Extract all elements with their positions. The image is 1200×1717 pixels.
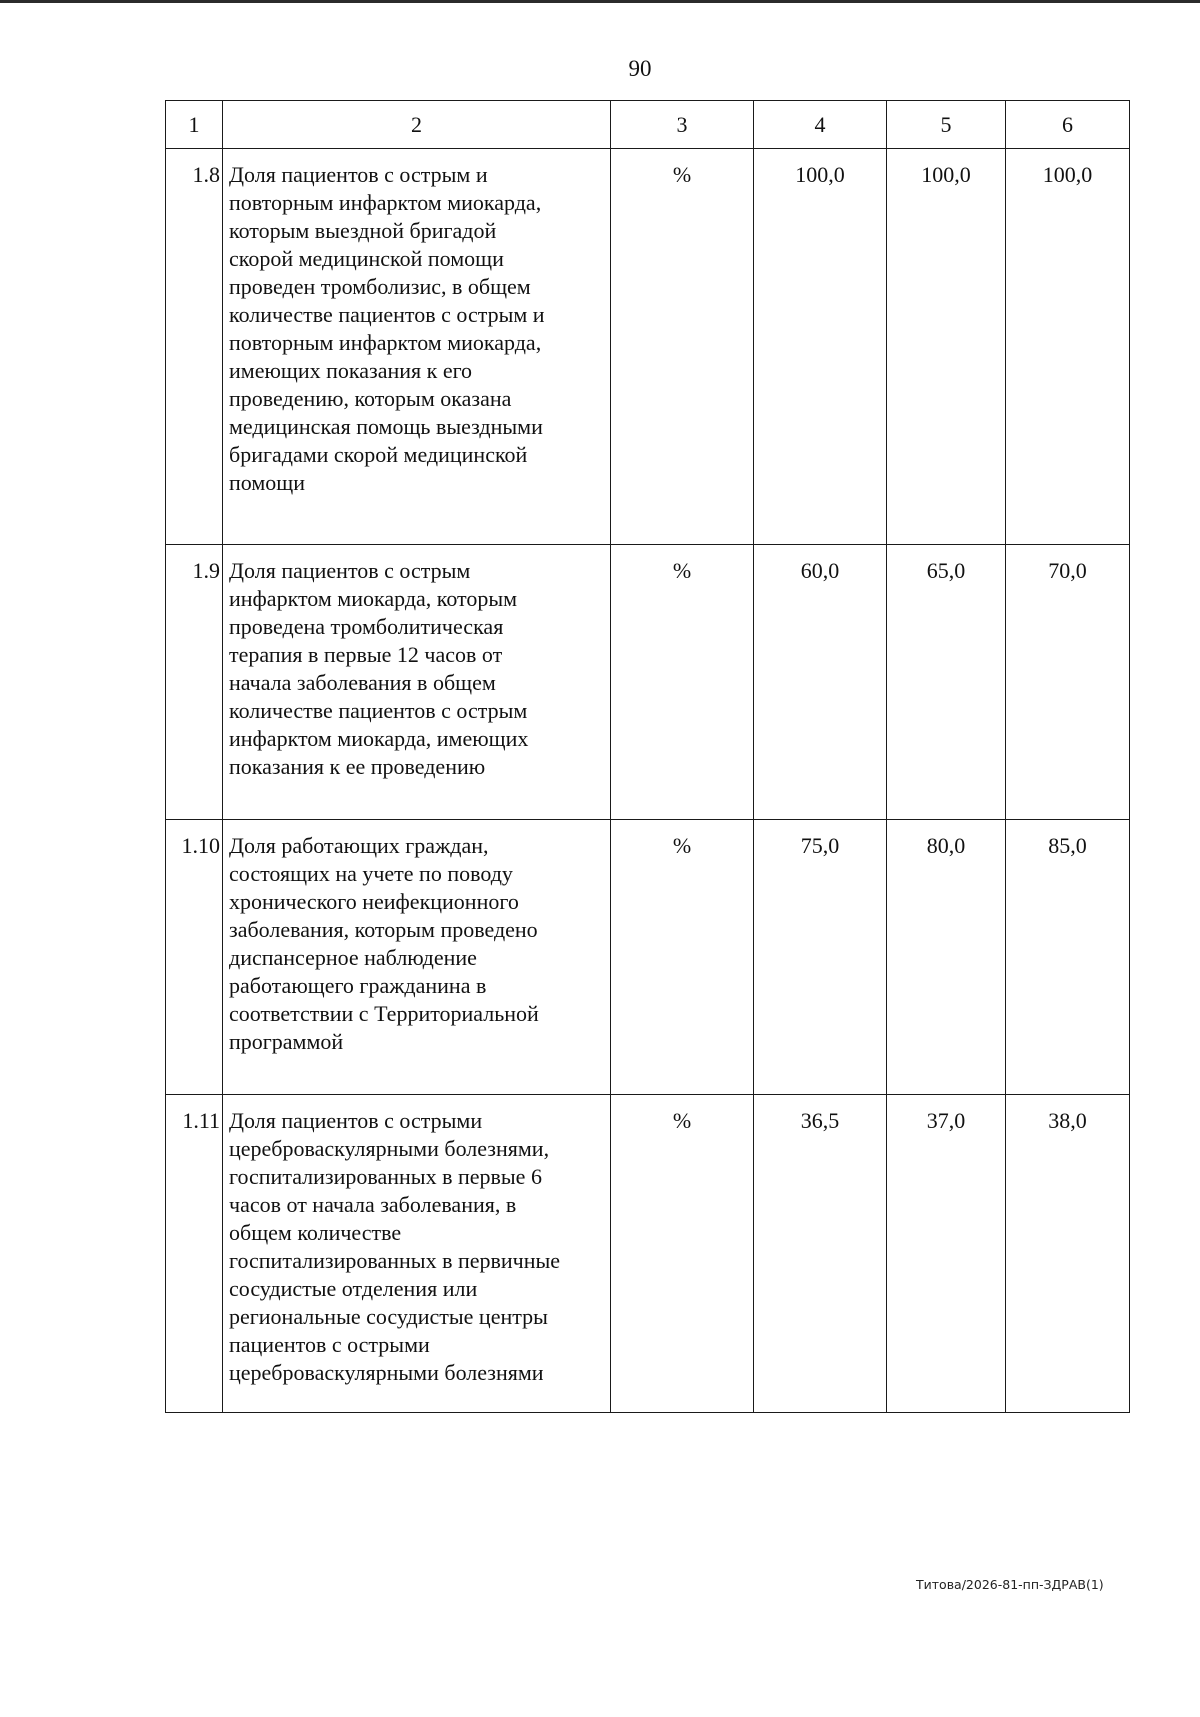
indicator-text-line: инфарктом миокарда, которым <box>229 586 518 611</box>
indicator-text-line: скорой медицинской помощи <box>229 246 504 271</box>
indicator-text-line: повторным инфарктом миокарда, <box>229 190 542 215</box>
value-col-6: 70,0 <box>1006 545 1130 820</box>
indicator-text-line: количестве пациентов с острым <box>229 698 528 723</box>
table-row <box>166 1095 1130 1413</box>
indicator-text-line: Доля работающих граждан, <box>229 833 489 858</box>
value-col-6: 85,0 <box>1006 820 1130 1095</box>
indicator-text-line: работающего гражданина в <box>229 973 487 998</box>
indicator-text-line: Доля пациентов с острым <box>229 558 471 583</box>
indicator-text-line: начала заболевания в общем <box>229 670 496 695</box>
unit-cell: % <box>611 545 754 820</box>
indicator-text-line: цереброваскулярными болезнями, <box>229 1136 550 1161</box>
row-number: 1.8 <box>166 149 223 545</box>
unit-cell: % <box>611 820 754 1095</box>
indicator-text-line: которым выездной бригадой <box>229 218 497 243</box>
column-number-4: 4 <box>754 101 887 149</box>
indicator-text-line: региональные сосудистые центры <box>229 1304 548 1329</box>
indicator-text-line: госпитализированных в первичные <box>229 1248 561 1273</box>
column-number-6: 6 <box>1006 101 1130 149</box>
column-number-2: 2 <box>223 101 611 149</box>
indicator-text-line: программой <box>229 1029 344 1054</box>
indicator-text-line: проведению, которым оказана <box>229 386 512 411</box>
value-col-5: 37,0 <box>887 1095 1006 1413</box>
indicator-text <box>223 820 611 1095</box>
column-number-1: 1 <box>166 101 223 149</box>
indicator-text-line: терапия в первые 12 часов от <box>229 642 503 667</box>
indicator-text-line: хронического неифекционного <box>229 889 519 914</box>
page-number: 90 <box>628 56 652 81</box>
indicator-text-line: Доля пациентов с острыми <box>229 1108 483 1133</box>
indicator-text-line: состоящих на учете по поводу <box>229 861 513 886</box>
unit-cell: % <box>611 149 754 545</box>
value-col-5: 80,0 <box>887 820 1006 1095</box>
indicator-text-line: Доля пациентов с острым и <box>229 162 488 187</box>
indicator-text-line: проведена тромболитическая <box>229 614 504 639</box>
value-col-4: 60,0 <box>754 545 887 820</box>
indicator-text-line: медицинская помощь выездными <box>229 414 543 439</box>
indicator-text-line: цереброваскулярными болезнями <box>229 1360 544 1385</box>
indicator-text-line: пациентов с острыми <box>229 1332 430 1357</box>
value-col-5: 100,0 <box>887 149 1006 545</box>
indicator-text-line: госпитализированных в первые 6 <box>229 1164 542 1189</box>
column-number-3: 3 <box>611 101 754 149</box>
indicator-text-line: диспансерное наблюдение <box>229 945 477 970</box>
value-col-4: 36,5 <box>754 1095 887 1413</box>
indicator-text <box>223 1095 611 1413</box>
value-col-4: 75,0 <box>754 820 887 1095</box>
document-code: Титова/2026-81-пп-ЗДРАВ(1) <box>916 1577 1104 1592</box>
indicator-text-line: помощи <box>229 470 305 495</box>
indicator-text-line: инфарктом миокарда, имеющих <box>229 726 529 751</box>
indicator-text-line: часов от начала заболевания, в <box>229 1192 517 1217</box>
table-header-row <box>166 101 1130 149</box>
indicator-text-line: проведен тромболизис, в общем <box>229 274 531 299</box>
indicator-text-line: соответствии с Территориальной <box>229 1001 539 1026</box>
indicator-text-line: заболевания, которым проведено <box>229 917 538 942</box>
table-row <box>166 149 1130 545</box>
row-number: 1.10 <box>166 820 223 1095</box>
column-number-5: 5 <box>887 101 1006 149</box>
indicator-text-line: сосудистые отделения или <box>229 1276 478 1301</box>
row-number: 1.11 <box>166 1095 223 1413</box>
table-row <box>166 820 1130 1095</box>
indicator-text-line: повторным инфарктом миокарда, <box>229 330 542 355</box>
indicator-text <box>223 149 611 545</box>
row-number: 1.9 <box>166 545 223 820</box>
value-col-5: 65,0 <box>887 545 1006 820</box>
indicator-text-line: показания к ее проведению <box>229 754 486 779</box>
indicator-text-line: количестве пациентов с острым и <box>229 302 545 327</box>
indicator-text-line: общем количестве <box>229 1220 402 1245</box>
value-col-4: 100,0 <box>754 149 887 545</box>
value-col-6: 100,0 <box>1006 149 1130 545</box>
indicator-text <box>223 545 611 820</box>
value-col-6: 38,0 <box>1006 1095 1130 1413</box>
scan-edge <box>0 0 1200 3</box>
indicators-table <box>165 100 1130 1413</box>
indicator-text-line: имеющих показания к его <box>229 358 473 383</box>
table-row <box>166 545 1130 820</box>
unit-cell: % <box>611 1095 754 1413</box>
indicator-text-line: бригадами скорой медицинской <box>229 442 528 467</box>
